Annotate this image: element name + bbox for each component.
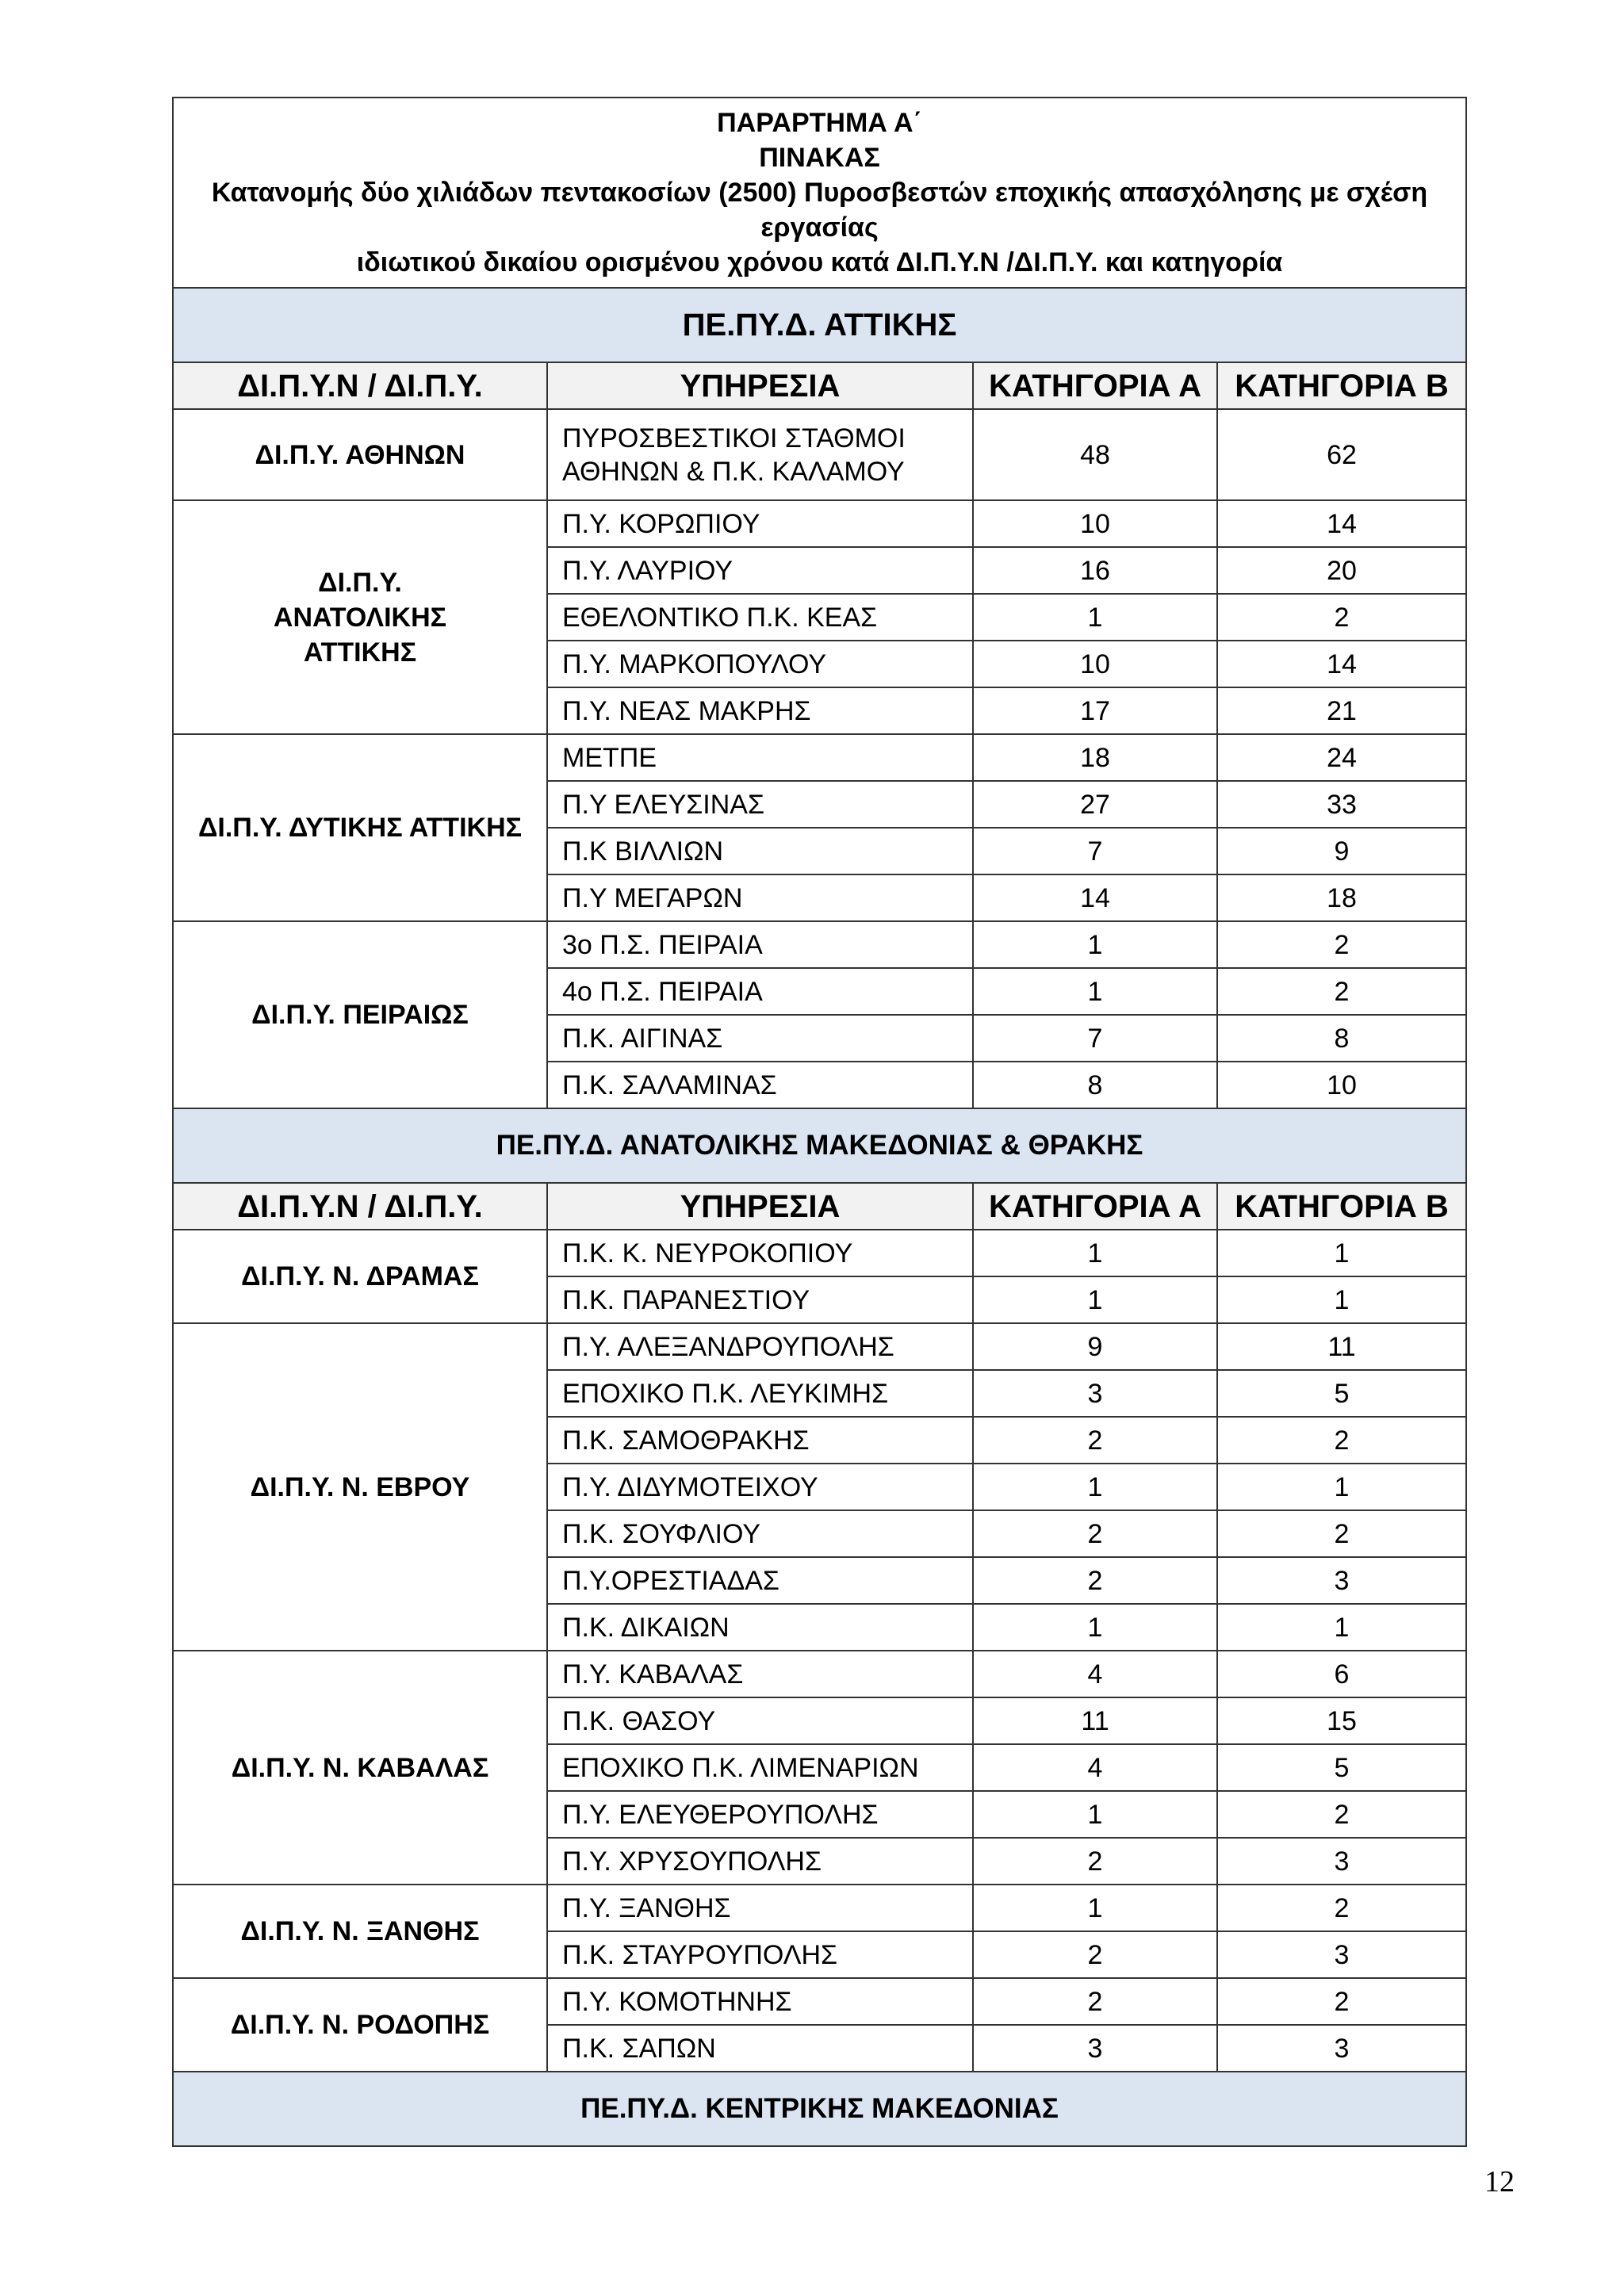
region-row	[173, 1108, 1466, 1183]
category-a-value: 1	[973, 594, 1217, 641]
category-b-value: 2	[1217, 1791, 1466, 1838]
category-b-value: 2	[1217, 968, 1466, 1015]
category-a-value: 1	[973, 1276, 1217, 1323]
category-a-value: 27	[973, 781, 1217, 828]
department-name	[173, 1978, 547, 2072]
column-header-service: ΥΠΗΡΕΣΙΑ	[547, 362, 973, 409]
category-a-value: 10	[973, 500, 1217, 547]
service-name: ΜΕΤΠΕ	[547, 734, 973, 781]
column-header-category-b: ΚΑΤΗΓΟΡΙΑ Β	[1217, 362, 1466, 409]
region-title-next: ΠΕ.ΠΥ.Δ. ΚΕΝΤΡΙΚΗΣ ΜΑΚΕΔΟΝΙΑΣ	[173, 2072, 1466, 2146]
category-b-value: 10	[1217, 1062, 1466, 1108]
category-a-value: 11	[973, 1697, 1217, 1744]
department-name	[173, 1230, 547, 1323]
service-name: Π.Υ. ΜΑΡΚΟΠΟΥΛΟΥ	[547, 641, 973, 687]
category-a-value: 4	[973, 1651, 1217, 1697]
service-name: Π.Υ. ΚΟΡΩΠΙΟΥ	[547, 500, 973, 547]
service-name: Π.Υ ΜΕΓΑΡΩΝ	[547, 874, 973, 921]
department-label: ΔΙ.Π.Υ. ΔΥΤΙΚΗΣ ΑΤΤΙΚΗΣ	[197, 813, 523, 843]
category-a-value: 1	[973, 1464, 1217, 1510]
category-a-value: 1	[973, 1604, 1217, 1651]
department-label: ΔΙ.Π.Υ. ΠΕΙΡΑΙΩΣ	[251, 1000, 469, 1030]
department-name	[173, 734, 547, 921]
category-b-value: 2	[1217, 1417, 1466, 1464]
category-a-value: 1	[973, 1791, 1217, 1838]
category-b-value: 14	[1217, 641, 1466, 687]
category-a-value: 14	[973, 874, 1217, 921]
category-a-value: 16	[973, 547, 1217, 594]
table-row	[173, 1885, 1466, 1931]
department-label: ΔΙ.Π.Υ. Ν. ΡΟΔΟΠΗΣ	[230, 2010, 490, 2040]
service-name: Π.Κ. Κ. ΝΕΥΡΟΚΟΠΙΟΥ	[547, 1230, 973, 1276]
service-name: Π.Κ. ΣΑΛΑΜΙΝΑΣ	[547, 1062, 973, 1108]
category-b-value: 3	[1217, 2025, 1466, 2072]
category-b-value: 2	[1217, 1978, 1466, 2025]
service-name: Π.Υ. ΚΟΜΟΤΗΝΗΣ	[547, 1978, 973, 2025]
column-header-row	[173, 1183, 1466, 1230]
document-title	[173, 98, 1466, 288]
table-row	[173, 734, 1466, 781]
category-a-value: 3	[973, 1370, 1217, 1417]
department-name	[173, 921, 547, 1108]
column-header-dept: ΔΙ.Π.Υ.Ν / ΔΙ.Π.Υ.	[173, 362, 547, 409]
department-label: ΔΙ.Π.Υ. Ν. ΔΡΑΜΑΣ	[241, 1261, 479, 1292]
category-b-value: 2	[1217, 1885, 1466, 1931]
service-name: Π.Υ. ΛΑΥΡΙΟΥ	[547, 547, 973, 594]
category-a-value: 1	[973, 1885, 1217, 1931]
service-name: Π.Υ.ΟΡΕΣΤΙΑΔΑΣ	[547, 1557, 973, 1604]
department-label: ΔΙ.Π.Υ. Ν. ΞΑΝΘΗΣ	[240, 1916, 480, 1946]
column-header-category-a: ΚΑΤΗΓΟΡΙΑ Α	[973, 1183, 1217, 1230]
service-name: Π.Υ. ΚΑΒΑΛΑΣ	[547, 1651, 973, 1697]
category-a-value: 4	[973, 1744, 1217, 1791]
category-b-value: 2	[1217, 921, 1466, 968]
department-name	[173, 1651, 547, 1885]
column-header-category-a: ΚΑΤΗΓΟΡΙΑ Α	[973, 362, 1217, 409]
category-b-value: 62	[1217, 409, 1466, 500]
category-b-value: 3	[1217, 1557, 1466, 1604]
category-b-value: 1	[1217, 1230, 1466, 1276]
category-a-value: 3	[973, 2025, 1217, 2072]
service-name: Π.Κ. ΣΑΜΟΘΡΑΚΗΣ	[547, 1417, 973, 1464]
category-b-value: 2	[1217, 594, 1466, 641]
category-b-value: 2	[1217, 1510, 1466, 1557]
service-name: Π.Κ. ΠΑΡΑΝΕΣΤΙΟΥ	[547, 1276, 973, 1323]
department-name	[173, 1885, 547, 1978]
service-name: Π.Υ. ΧΡΥΣΟΥΠΟΛΗΣ	[547, 1838, 973, 1885]
category-a-value: 1	[973, 968, 1217, 1015]
department-label: ΔΙ.Π.Υ. Ν. ΚΑΒΑΛΑΣ	[231, 1752, 489, 1783]
department-name	[173, 409, 547, 500]
category-b-value: 3	[1217, 1931, 1466, 1978]
service-name: Π.Υ. ΕΛΕΥΘΕΡΟΥΠΟΛΗΣ	[547, 1791, 973, 1838]
department-label: ΔΙ.Π.Υ. Ν. ΕΒΡΟΥ	[250, 1471, 470, 1502]
table-row	[173, 1323, 1466, 1370]
category-a-value: 17	[973, 687, 1217, 734]
service-name: ΕΘΕΛΟΝΤΙΚΟ Π.Κ. ΚΕΑΣ	[547, 594, 973, 641]
department-name	[173, 500, 547, 734]
service-name: Π.Κ. ΣΑΠΩΝ	[547, 2025, 973, 2072]
category-a-value: 9	[973, 1323, 1217, 1370]
table-row	[173, 1651, 1466, 1697]
category-b-value: 8	[1217, 1015, 1466, 1062]
table-row	[173, 1230, 1466, 1276]
category-a-value: 7	[973, 828, 1217, 874]
service-name: Π.Κ. ΘΑΣΟΥ	[547, 1697, 973, 1744]
department-label: ΔΙ.Π.Υ. ΑΝΑΤΟΛΙΚΗΣ ΑΤΤΙΚΗΣ	[273, 567, 447, 668]
category-b-value: 5	[1217, 1370, 1466, 1417]
service-name: ΕΠΟΧΙΚΟ Π.Κ. ΛΕΥΚΙΜΗΣ	[547, 1370, 973, 1417]
service-name: ΠΥΡΟΣΒΕΣΤΙΚΟΙ ΣΤΑΘΜΟΙ ΑΘΗΝΩΝ & Π.Κ. ΚΑΛΑΜΟΥ	[547, 409, 973, 500]
department-name	[173, 1323, 547, 1651]
region-row	[173, 2072, 1466, 2146]
column-header-category-b: ΚΑΤΗΓΟΡΙΑ Β	[1217, 1183, 1466, 1230]
category-b-value: 1	[1217, 1464, 1466, 1510]
service-name: ΕΠΟΧΙΚΟ Π.Κ. ΛΙΜΕΝΑΡΙΩΝ	[547, 1744, 973, 1791]
title-table: ΠΙΝΑΚΑΣ	[759, 143, 880, 173]
service-name: Π.Κ. ΣΟΥΦΛΙΟΥ	[547, 1510, 973, 1557]
table-row	[173, 409, 1466, 500]
category-a-value: 1	[973, 1230, 1217, 1276]
table-row	[173, 1978, 1466, 2025]
category-a-value: 10	[973, 641, 1217, 687]
category-b-value: 33	[1217, 781, 1466, 828]
service-name: Π.Υ ΕΛΕΥΣΙΝΑΣ	[547, 781, 973, 828]
column-header-dept: ΔΙ.Π.Υ.Ν / ΔΙ.Π.Υ.	[173, 1183, 547, 1230]
category-a-value: 2	[973, 1557, 1217, 1604]
title-annex: ΠΑΡΑΡΤΗΜΑ Α΄	[717, 108, 922, 138]
category-b-value: 20	[1217, 547, 1466, 594]
region-title: ΠΕ.ΠΥ.Δ. ΑΤΤΙΚΗΣ	[173, 288, 1466, 362]
category-b-value: 6	[1217, 1651, 1466, 1697]
category-b-value: 14	[1217, 500, 1466, 547]
service-name: Π.Υ. ΔΙΔΥΜΟΤΕΙΧΟΥ	[547, 1464, 973, 1510]
page-number: 12	[1484, 2165, 1515, 2198]
category-b-value: 9	[1217, 828, 1466, 874]
category-a-value: 2	[973, 1931, 1217, 1978]
column-header-service: ΥΠΗΡΕΣΙΑ	[547, 1183, 973, 1230]
department-label: ΔΙ.Π.Υ. ΑΘΗΝΩΝ	[255, 439, 465, 470]
allocation-table-body	[173, 98, 1466, 2146]
table-row	[173, 921, 1466, 968]
category-a-value: 18	[973, 734, 1217, 781]
table-row	[173, 500, 1466, 547]
category-b-value: 1	[1217, 1276, 1466, 1323]
service-name: Π.Κ ΒΙΛΛΙΩΝ	[547, 828, 973, 874]
category-b-value: 11	[1217, 1323, 1466, 1370]
category-a-value: 7	[973, 1015, 1217, 1062]
region-row	[173, 288, 1466, 362]
category-a-value: 8	[973, 1062, 1217, 1108]
category-b-value: 24	[1217, 734, 1466, 781]
category-a-value: 2	[973, 1838, 1217, 1885]
category-a-value: 2	[973, 1417, 1217, 1464]
title-description-2: ιδιωτικού δικαίου ορισμένου χρόνου κατά ΔΙ.Π.Υ.Ν /ΔΙ.Π.Υ. και κατηγορία	[356, 247, 1283, 277]
service-name: Π.Κ. ΑΙΓΙΝΑΣ	[547, 1015, 973, 1062]
category-a-value: 2	[973, 1978, 1217, 2025]
category-b-value: 15	[1217, 1697, 1466, 1744]
title-description-1: Κατανομής δύο χιλιάδων πεντακοσίων (2500) Πυροσβεστών εποχικής απασχόλησης με σχέση εργασίας	[211, 178, 1428, 243]
service-name: 4ο Π.Σ. ΠΕΙΡΑΙΑ	[547, 968, 973, 1015]
service-name: Π.Υ. ΞΑΝΘΗΣ	[547, 1885, 973, 1931]
category-b-value: 21	[1217, 687, 1466, 734]
service-name: Π.Υ. ΑΛΕΞΑΝΔΡΟΥΠΟΛΗΣ	[547, 1323, 973, 1370]
category-a-value: 48	[973, 409, 1217, 500]
service-name: Π.Κ. ΔΙΚΑΙΩΝ	[547, 1604, 973, 1651]
category-a-value: 1	[973, 921, 1217, 968]
category-b-value: 3	[1217, 1838, 1466, 1885]
service-name: 3ο Π.Σ. ΠΕΙΡΑΙΑ	[547, 921, 973, 968]
category-b-value: 18	[1217, 874, 1466, 921]
service-name: Π.Κ. ΣΤΑΥΡΟΥΠΟΛΗΣ	[547, 1931, 973, 1978]
category-b-value: 1	[1217, 1604, 1466, 1651]
column-header-row	[173, 362, 1466, 409]
allocation-table	[172, 97, 1467, 2147]
category-b-value: 5	[1217, 1744, 1466, 1791]
service-name: Π.Υ. ΝΕΑΣ ΜΑΚΡΗΣ	[547, 687, 973, 734]
title-row	[173, 98, 1466, 288]
region-title: ΠΕ.ΠΥ.Δ. ΑΝΑΤΟΛΙΚΗΣ ΜΑΚΕΔΟΝΙΑΣ & ΘΡΑΚΗΣ	[173, 1108, 1466, 1183]
category-a-value: 2	[973, 1510, 1217, 1557]
